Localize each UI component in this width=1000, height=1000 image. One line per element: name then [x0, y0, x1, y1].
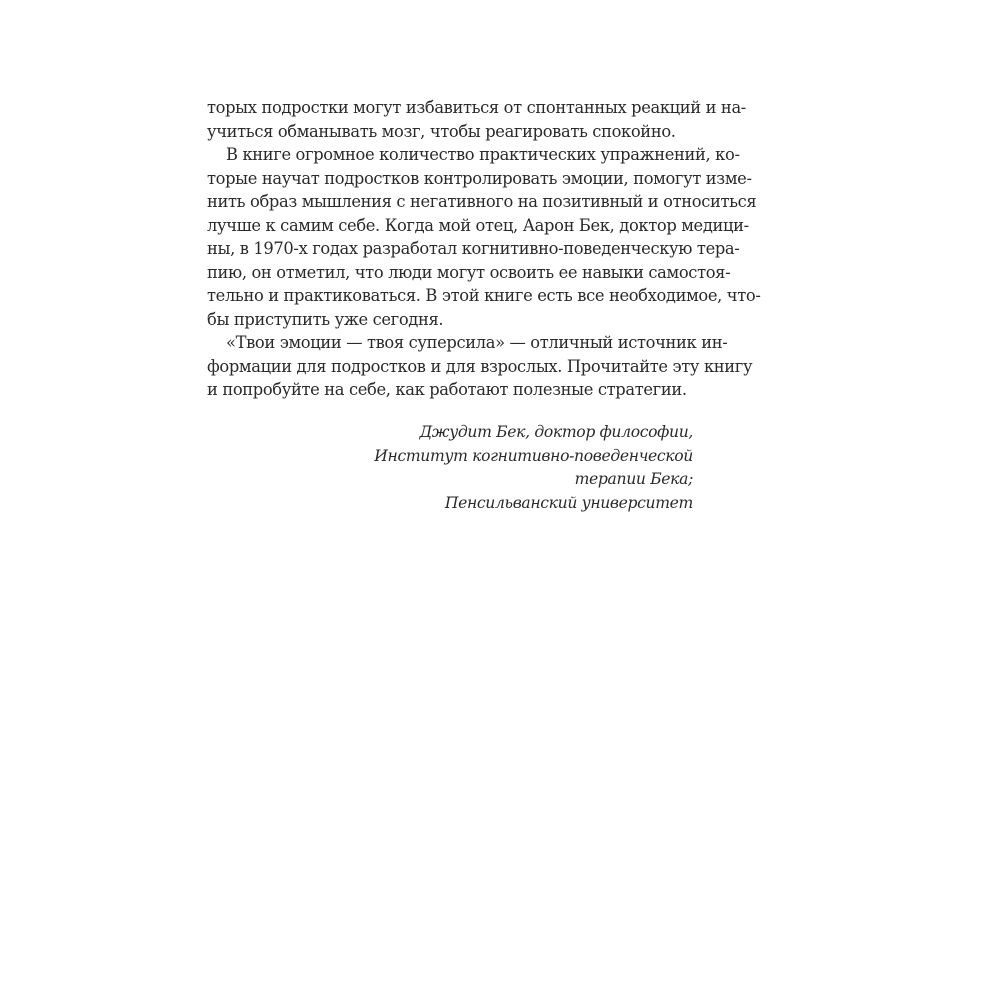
- text-line: и попробуйте на себе, как работают полезные стратегии.: [207, 380, 687, 399]
- text-line: формации для подростков и для взрослых. Прочитайте эту книгу: [207, 356, 753, 376]
- text-line: пию, он отметил, что люди могут освоить ее навыки самостоя-: [207, 262, 731, 282]
- text-line: нить образ мышления с негативного на позитивный и относиться: [207, 192, 757, 211]
- body-text: [207, 96, 761, 402]
- author-signature: [360, 421, 693, 515]
- text-line: тельно и практиковаться. В этой книге есть все необходимое, что-: [207, 286, 761, 305]
- text-line: «Твои эмоции — твоя суперсила» — отличный источник ин-: [226, 333, 728, 352]
- paragraph-recommendation: [207, 331, 753, 402]
- text-line: В книге огромное количество практических упражнений, ко-: [226, 145, 740, 164]
- text-line: торые научат подростков контролировать эмоции, помогут изме-: [207, 168, 752, 188]
- paragraph-exercises: [207, 143, 761, 331]
- text-line: лучше к самим себе. Когда мой отец, Аарон Бек, доктор медици-: [207, 215, 749, 235]
- text-line: учиться обманывать мозг, чтобы реагировать спокойно.: [207, 121, 676, 141]
- signature-institution: Институт когнитивно-поведенческой: [374, 446, 693, 465]
- signature-institution-cont: терапии Бека;: [574, 470, 693, 489]
- paragraph-continuation: [207, 96, 746, 143]
- signature-name: Джудит Бек, доктор философии,: [419, 423, 693, 441]
- text-line: ны, в 1970-х годах разработал когнитивно-поведенческую тера-: [207, 239, 740, 258]
- text-line: бы приступить уже сегодня.: [207, 309, 444, 329]
- signature-university: Пенсильванский университет: [444, 493, 693, 512]
- text-line: торых подростки могут избавиться от спонтанных реакций и на-: [207, 98, 746, 117]
